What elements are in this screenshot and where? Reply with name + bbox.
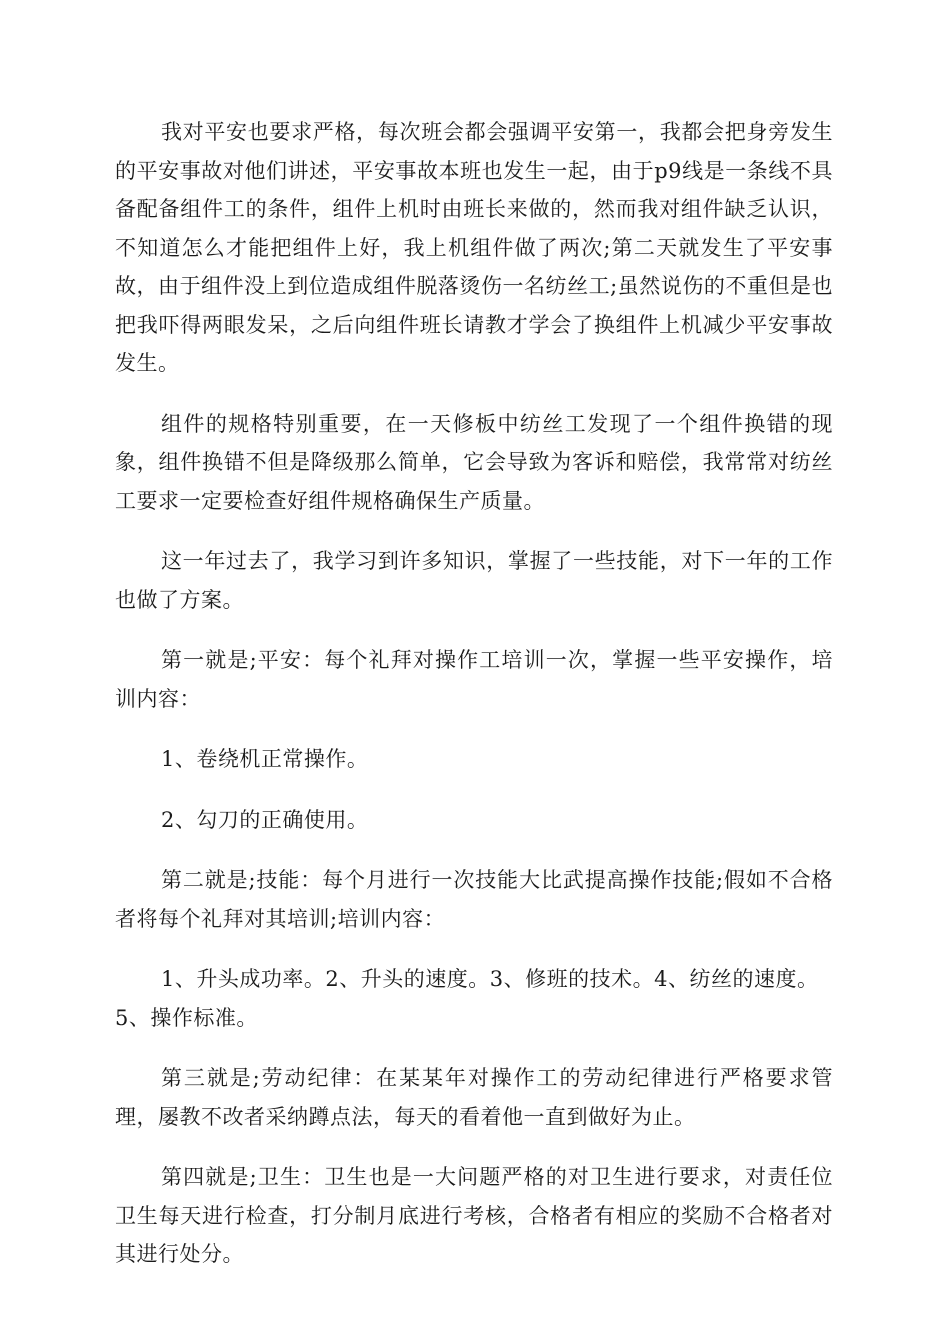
paragraph-plan-hygiene: 第四就是;卫生：卫生也是一大问题严格的对卫生进行要求，对责任位卫生每天进行检查，打分制月底进行考核，合格者有相应的奖励不合格者对其进行处分。 (115, 1165, 833, 1266)
list-item-skills-training-content: 1、升头成功率。2、升头的速度。3、修班的技术。4、纺丝的速度。5、操作标准。 (115, 967, 819, 1030)
paragraph-plan-safety: 第一就是;平安：每个礼拜对操作工培训一次，掌握一些平安操作，培训内容： (115, 648, 833, 711)
list-item-winder-operation: 1、卷绕机正常操作。 (161, 747, 369, 771)
paragraph-component-specs: 组件的规格特别重要，在一天修板中纺丝工发现了一个组件换错的现象，组件换错不但是降级那么简单，它会导致为客诉和赔偿，我常常对纺丝工要求一定要检查好组件规格确保生产质量。 (115, 411, 833, 513)
document-page (115, 113, 833, 1296)
paragraph-year-summary: 这一年过去了，我学习到许多知识，掌握了一些技能，对下一年的工作也做了方案。 (115, 549, 833, 612)
paragraph-plan-skills: 第二就是;技能：每个月进行一次技能大比武提高操作技能;假如不合格者将每个礼拜对其培训;培训内容： (115, 868, 833, 931)
paragraph-safety-requirements: 我对平安也要求严格，每次班会都会强调平安第一，我都会把身旁发生的平安事故对他们讲述，平安事故本班也发生一起，由于p9线是一条线不具备配备组件工的条件，组件上机时由班长来做的，然而我对组件缺乏认识，不知道怎么才能把组件上好，我上机组件做了两次;第二天就发生了平安事故，由于组件没上到位造成组件脱落烫伤一名纺丝工;虽然说伤的不重但是也把我吓得两眼发呆，之后向组件班长请教才学会了换组件上机减少平安事故发生。 (115, 120, 833, 375)
list-item-hook-knife-usage: 2、勾刀的正确使用。 (161, 807, 369, 832)
paragraph-plan-discipline: 第三就是;劳动纪律：在某某年对操作工的劳动纪律进行严格要求管理，屡教不改者采纳蹲点法，每天的看着他一直到做好为止。 (115, 1066, 833, 1129)
